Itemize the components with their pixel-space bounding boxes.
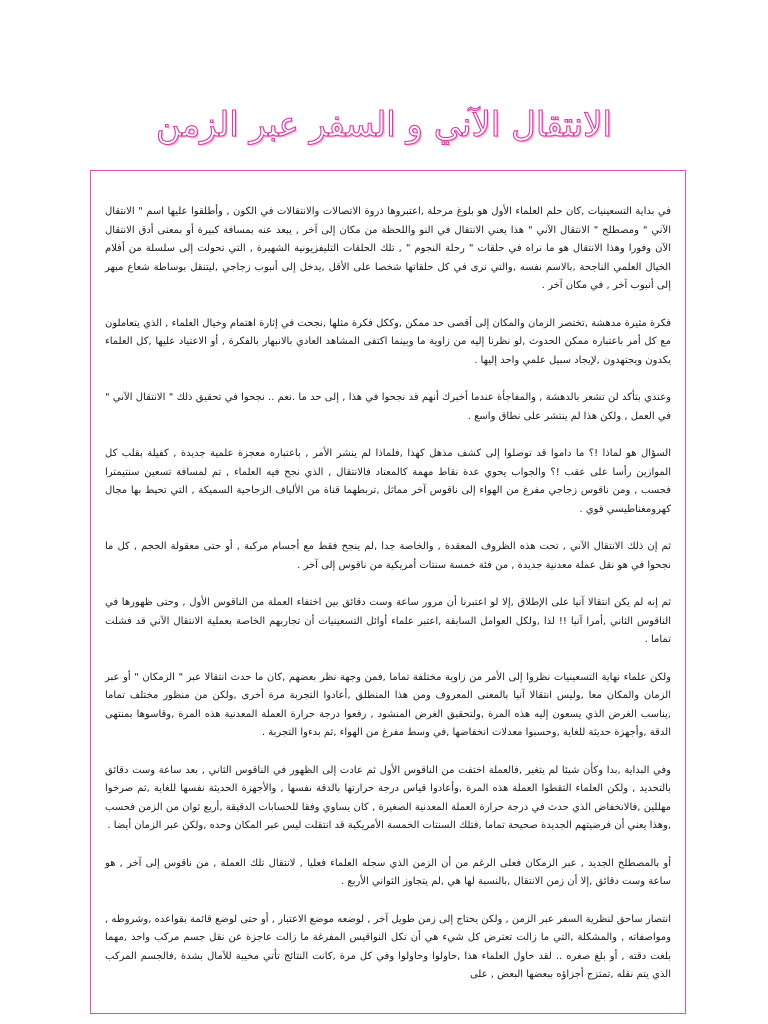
article-frame [90,170,686,1014]
paragraph: وعندي بتأكد لن تشعر بالدهشة , والمفاجأة عندما أخبرك أنهم قد نجحوا في هذا , إلى حد ما .نعم .. نجحوا في تحقيق ذلك " الانتقال الآني " في العمل , ولكن هذا لم ينتشر على نطاق واسع . [105,392,671,422]
paragraph: في بداية التسعينيات ,كان حلم العلماء الأول هو بلوغ مرحلة ,اعتبروها ذروة الاتصالات والانتقالات في الكون , وأطلقوا عليها اسم " الانتقال الآني " ومصطلح " الانتقال الآني " هذا يعني الانتقال في النو واللحظة من مكان إلى آخر , يبعد عنه بمسافة كبيرة أو بمعنى أدق الانتقال الآن وفورا وهذا الانتقال هو ما نراه في حلقات " رحلة النجوم " , تلك الحلقات التليفزيونية الشهيرة , التي تحولت إلى سلسلة من أفلام الخيال العلمي الناجحة ,بالاسم نفسه ,والتي نرى في كل حلقاتها شخصا على الأقل ,يدخل إلى أنبوب زجاجي ,ليتنقل بوساطة شعاع مبهر إلى أنبوب آخر , في مكان آخر . [105,206,671,291]
paragraph: ثم إنه لم يكن انتقالا آنيا على الإطلاق ,إلا لو اعتبرنا أن مرور ساعة وست دقائق بين اختفاء العملة من الناقوس الأول , وحتى ظهورها في الناقوس الثاني ,أمرا آنيا !! لذا ,ولكل العوامل السابقة ,اعتبر علماء أوائل التسعينيات أن تجاربهم الخاصة بعملية الانتقال الآني قد فشلت تماما . [105,597,671,645]
paragraph: ولكن علماء نهاية التسعينيات نظروا إلى الأمر من زاوية مختلفة تماما ,فمن وجهة نظر بعضهم ,كان ما حدث انتقالا عبر " الزمكان " أو عبر الزمان والمكان معا ,وليس انتقالا آنيا بالمعنى المعروف ومن هذا المنطلق ,أعادوا التجربة مرة أخرى ,ولكن من منظور مختلف تماما ,يناسب الغرض الذي يسعون إليه هذه المرة ,ولتحقيق الغرض المنشود , رفعوا درجة حرارة العملة المعدنية هذه المرة ,وقاسوها بمنتهى الدقة ,وأجهزة حديثة للغاية ,وحسبوا معدلات انخفاضها ,في وسط مفرغ من الهواء ,ثم بدءوا التجربة . [105,671,671,738]
paragraph: فكرة مثيرة مدهشة ,تختصر الزمان والمكان إلى أقصى حد ممكن ,وككل فكرة مثلها ,نجحت في إثارة اهتمام وخيال العلماء , الذي يتعاملون مع كل أمر باعتباره ممكن الحدوث ,لو نظرنا إليه من زاوية ما وبينما اكتفى المشاهد العادي بالانبهار بالفكرة , أو الاعتياد عليها ,كل العلماء يكدون ويجتهدون ,لإيجاد سبيل علمي واحد إليها . [105,317,671,366]
page-title: الانتقال الآني و السفر عبر الزمن [156,105,612,145]
paragraph: السؤال هو لماذا !؟ ما داموا قد توصلوا إلى كشف مذهل كهذا ,فلماذا لم ينشر الأمر , باعتباره معجزة علمية جديدة , كفيلة بقلب كل الموازين رأسا على عقب !؟ والجواب يحوي عدة نقاط مهمة كالمعتاد فالانتقال , الذي نجح فيه العلماء , تم لمسافة تسعين سنتيمترا فحسب , ومن ناقوس زجاجي مفرغ من الهواء إلى ناقوس آخر مماثل ,تربطهما قناة من الألياف الزجاجية السميكة , التي تحيط بها مجال كهرومغناطيسي قوي . [105,448,671,515]
paragraph: أو بالمصطلح الجديد , عبر الزمكان فعلى الرغم من أن الزمن الذي سجله العلماء فعليا , لانتقال تلك العملة , من ناقوس إلى آخر , هو ساعة وست دقائق ,إلا أن زمن الانتقال ,بالنسبة لها هي ,لم يتجاوز الثواني الأربع . [105,857,671,887]
paragraph: ثم إن ذلك الانتقال الآني , تحت هذه الظروف المعقدة , والخاصة جدا ,لم ينجح فقط مع أجسام مركبة , أو حتى معقولة الحجم , كل ما نجحوا في هو نقل عملة معدنية جديدة , من فئة خمسة سنتات أمريكية من ناقوس إلى آخر . [105,541,671,571]
article-body [105,203,671,1004]
paragraph: انتصار ساحق لنظرية السفر عبر الزمن , ولكن يحتاج إلى زمن طويل آخر , لوضعه موضع الاعتبار , أو حتى لوضع قائمة بقواعده ,وشروطه , ومواصفاته , والمشكلة ,التي ما زالت تعترض كل شيء هي أن تكل النواقيس المفرغة ما زالت عاجزة عن نقل جسم مركب واحد ,مهما بلغت دقته , أو بلغ صغره .. لقد حاول العلماء هذا ,حاولوا وحاولوا وفي كل مرة ,كانت النتائج تأتي مخيبة للآمال بشدة ,فالجسم المركب الذي يتم نقله ,تمتزج أجزاؤه ببعضها البعض , على [105,913,671,980]
paragraph: وفي البداية ,بدا وكأن شيئا لم يتغير ,فالعملة اختفت من الناقوس الأول ثم عادت إلى الظهور في الناقوس الثاني , بعد ساعة وست دقائق بالتحديد , ولكن العلماء التقطوا العملة هذه المرة ,وأعادوا قياس درجة حرارتها بالدقة نفسها , والأجهزة الحديثة نفسها للغاية ,ثم صرخوا مهللين ,فالانخفاض الذي حدث في درجة حرارة العملة المعدنية الصغيرة , كان يساوي وفقا للحسابات الدقيقة ,أربع ثوان من الزمن فحسب ,وهذا يعني أن فرضيتهم الجديدة صحيحة تماما ,فتلك السنتات الخمسة الأمريكية قد انتقلت ليس عبر المكان وحده ,ولكن عبر الزمان أيضا . [105,764,671,831]
